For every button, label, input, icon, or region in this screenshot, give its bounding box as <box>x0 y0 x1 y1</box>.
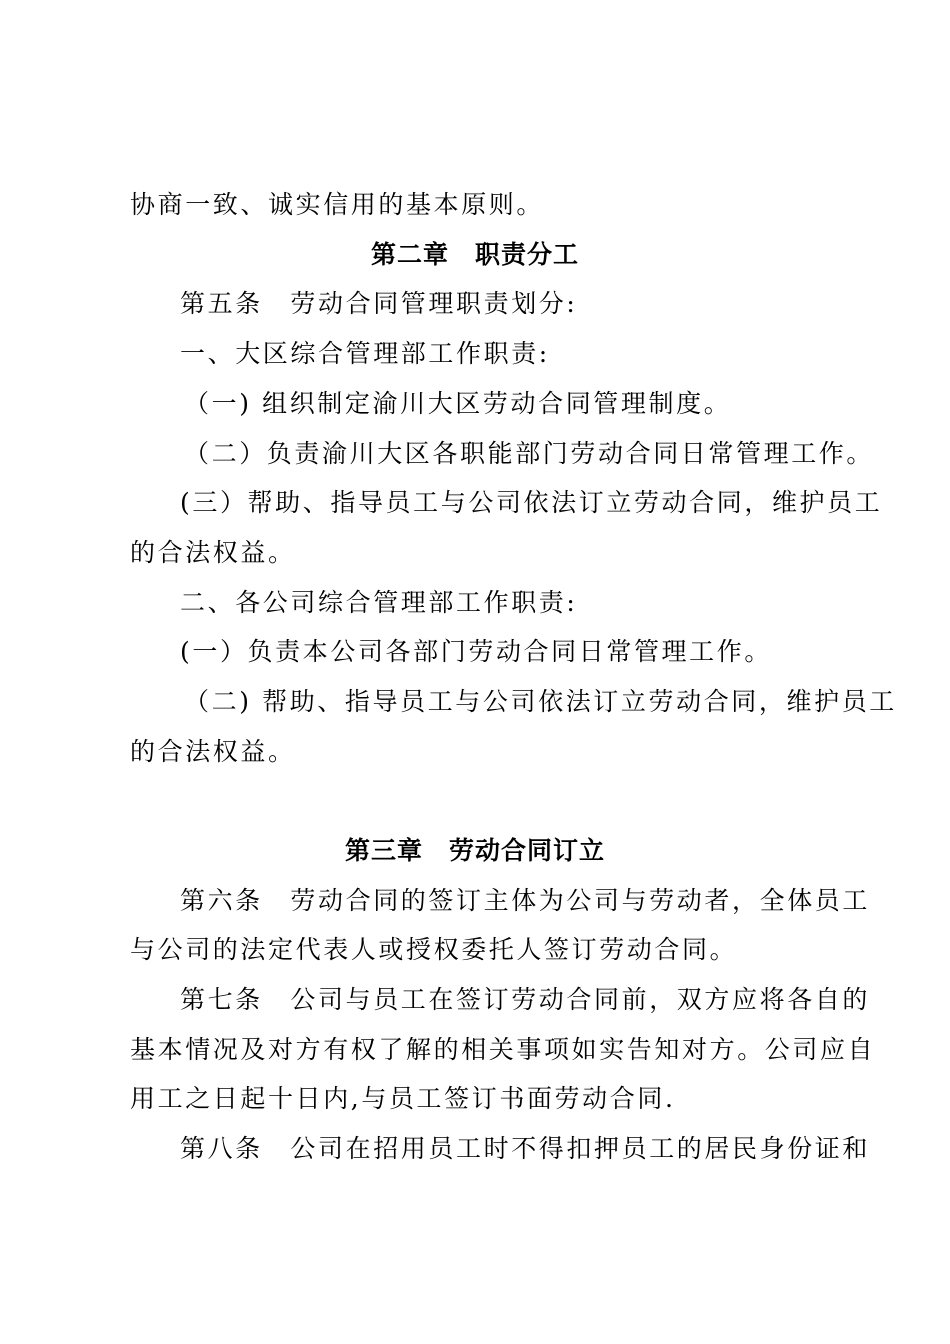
paragraph-line: （二）负责渝川大区各职能部门劳动合同日常管理工作。 <box>184 439 875 468</box>
chapter-heading: 第二章 职责分工 <box>370 240 579 269</box>
article-line: 第七条 公司与员工在签订劳动合同前，双方应将各自的 <box>180 985 871 1014</box>
paragraph-line: 与公司的法定代表人或授权委托人签订劳动合同。 <box>130 935 738 964</box>
paragraph-line: 一、大区综合管理部工作职责: <box>180 339 550 368</box>
paragraph-line: 用工之日起十日内,与员工签订书面劳动合同. <box>130 1084 676 1113</box>
paragraph-line: 的合法权益。 <box>130 737 296 766</box>
paragraph-line: 基本情况及对方有权了解的相关事项如实告知对方。公司应自 <box>130 1035 876 1064</box>
article-line: 第五条 劳动合同管理职责划分: <box>180 289 578 318</box>
chapter-heading: 第三章 劳动合同订立 <box>344 836 605 865</box>
paragraph-line: 二、各公司综合管理部工作职责: <box>180 588 578 617</box>
paragraph-line: 协商一致、诚实信用的基本原则。 <box>130 190 545 219</box>
article-line: 第六条 劳动合同的签订主体为公司与劳动者，全体员工 <box>180 886 871 915</box>
paragraph-line: (一）负责本公司各部门劳动合同日常管理工作。 <box>180 637 772 666</box>
paragraph-line: （二) 帮助、指导员工与公司依法订立劳动合同，维护员工 <box>184 687 897 716</box>
paragraph-line: 的合法权益。 <box>130 538 296 567</box>
paragraph-line: (三）帮助、指导员工与公司依法订立劳动合同，维护员工 <box>180 488 883 517</box>
article-line: 第八条 公司在招用员工时不得扣押员工的居民身份证和 <box>180 1134 871 1163</box>
paragraph-line: （一) 组织制定渝川大区劳动合同管理制度。 <box>184 389 732 418</box>
